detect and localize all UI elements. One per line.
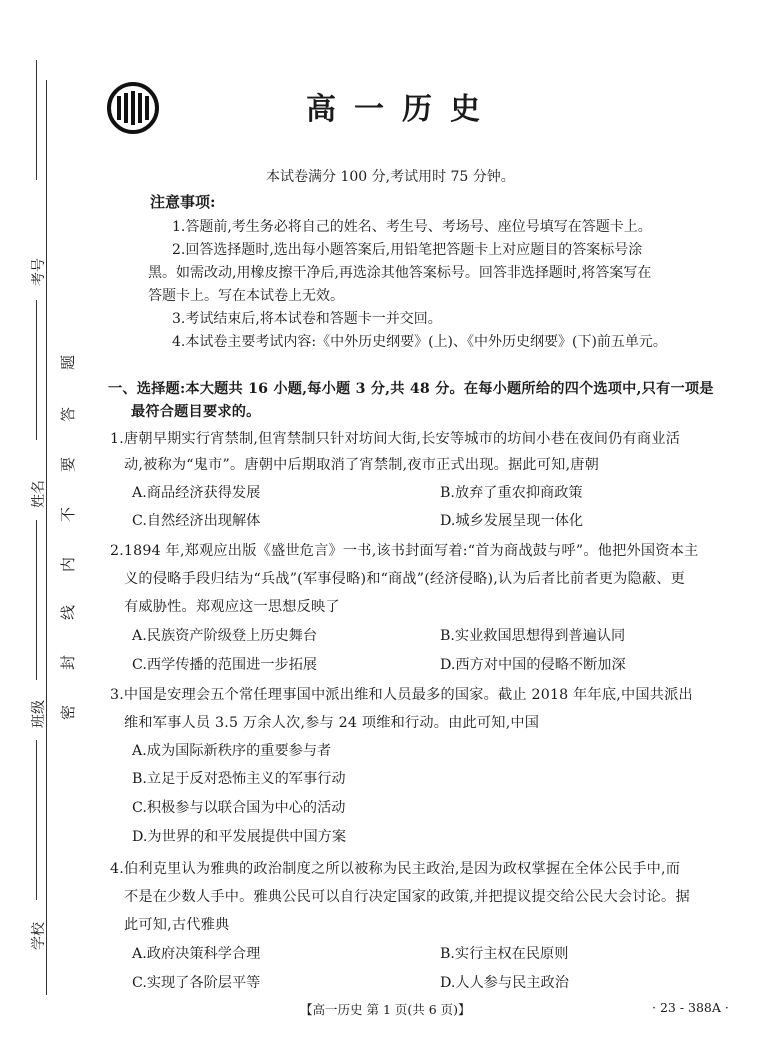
option-a: A.民族资产阶级登上历史舞台 xyxy=(132,628,318,644)
paper-code: · 23 - 388A · xyxy=(652,1000,729,1015)
question-stem: 此可知,古代雅典 xyxy=(124,917,230,933)
name-blank-line xyxy=(36,300,38,440)
seal-char: 答 xyxy=(59,406,78,423)
seal-char: 线 xyxy=(59,604,78,621)
option-c: C.实现了各阶层平等 xyxy=(132,975,261,991)
name-label: 姓名 xyxy=(31,480,47,508)
question-stem: 维和军事人员 3.5 万余人次,参与 24 项维和行动。由此可知,中国 xyxy=(124,715,540,731)
seal-char: 要 xyxy=(59,456,78,473)
question-stem: 义的侵略手段归结为“兵战”(军事侵略)和“商战”(经济侵略),认为后者比前者更为隐蔽、更 xyxy=(124,571,686,587)
seal-char: 不 xyxy=(59,506,78,523)
class-blank-line xyxy=(36,520,38,680)
notice-line: 3.考试结束后,将本试卷和答题卡一并交回。 xyxy=(172,311,442,327)
page-title: 高一历史 xyxy=(306,92,498,127)
option-c: C.自然经济出现解体 xyxy=(132,513,261,529)
question-stem: 动,被称为“鬼市”。唐朝中后期取消了宵禁制,夜市正式出现。据此可知,唐朝 xyxy=(124,457,600,473)
seal-char: 密 xyxy=(59,704,78,721)
exam-no-label: 考号 xyxy=(31,258,47,286)
seal-char: 封 xyxy=(59,654,78,671)
notice-line: 4.本试卷主要考试内容:《中外历史纲要》(上)、《中外历史纲要》(下)前五单元。 xyxy=(172,334,667,350)
notice-heading: 注意事项: xyxy=(150,193,216,211)
class-label: 班级 xyxy=(31,700,47,728)
question-stem: 3.中国是安理会五个常任理事国中派出维和人员最多的国家。截止 2018 年年底,中国共派出 xyxy=(110,687,693,703)
option-a: A.成为国际新秩序的重要参与者 xyxy=(132,743,332,759)
option-b: B.实行主权在民原则 xyxy=(440,946,569,962)
option-c: C.积极参与以联合国为中心的活动 xyxy=(132,800,346,816)
option-a: A.商品经济获得发展 xyxy=(132,485,261,501)
question-stem: 2.1894 年,郑观应出版《盛世危言》一书,该书封面写着:“首为商战鼓与呼”。他把外国资本主 xyxy=(110,543,699,559)
notice-line: 黑。如需改动,用橡皮擦干净后,再选涂其他答案标号。回答非选择题时,将答案写在 xyxy=(148,265,652,281)
option-d: D.为世界的和平发展提供中国方案 xyxy=(132,829,347,845)
seal-char: 内 xyxy=(59,556,78,573)
exam-intro: 本试卷满分 100 分,考试用时 75 分钟。 xyxy=(266,169,515,185)
question-stem: 不是在少数人手中。雅典公民可以自行决定国家的政策,并把提议提交给公民大会讨论。据 xyxy=(124,889,690,905)
option-a: A.政府决策科学合理 xyxy=(132,946,261,962)
notice-line: 答题卡上。写在本试卷上无效。 xyxy=(148,288,344,304)
binding-line xyxy=(46,80,47,995)
question-stem: 1.唐朝早期实行宵禁制,但宵禁制只针对坊间大街,长安等城市的坊间小巷在夜间仍有商业活 xyxy=(110,431,681,447)
option-b: B.立足于反对恐怖主义的军事行动 xyxy=(132,771,346,787)
option-d: D.西方对中国的侵略不断加深 xyxy=(440,657,626,673)
question-stem: 4.伯利克里认为雅典的政治制度之所以被称为民主政治,是因为政权掌握在全体公民手中,而 xyxy=(110,861,681,877)
school-blank-line xyxy=(36,740,38,900)
option-b: B.实业救国思想得到普遍认同 xyxy=(440,628,626,644)
section-heading-cont: 最符合题目要求的。 xyxy=(131,404,261,420)
option-d: D.城乡发展呈现一体化 xyxy=(440,513,584,529)
school-label: 学校 xyxy=(31,922,47,950)
option-c: C.西学传播的范围进一步拓展 xyxy=(132,657,318,673)
section-heading: 一、选择题:本大题共 16 小题,每小题 3 分,共 48 分。在每小题所给的四个选项中,只有一项是 xyxy=(108,381,714,397)
question-stem: 有威胁性。郑观应这一思想反映了 xyxy=(124,599,340,615)
notice-line: 2.回答选择题时,选出每小题答案后,用铅笔把答题卡上对应题目的答案标号涂 xyxy=(172,242,643,258)
seal-char: 题 xyxy=(59,354,78,371)
option-d: D.人人参与民主政治 xyxy=(440,975,569,991)
option-b: B.放弃了重农抑商政策 xyxy=(440,485,583,501)
page-footer: 【高一历史 第 1 页(共 6 页)】 xyxy=(300,1002,471,1017)
notice-line: 1.答题前,考生务必将自己的姓名、考生号、考场号、座位号填写在答题卡上。 xyxy=(172,219,652,235)
